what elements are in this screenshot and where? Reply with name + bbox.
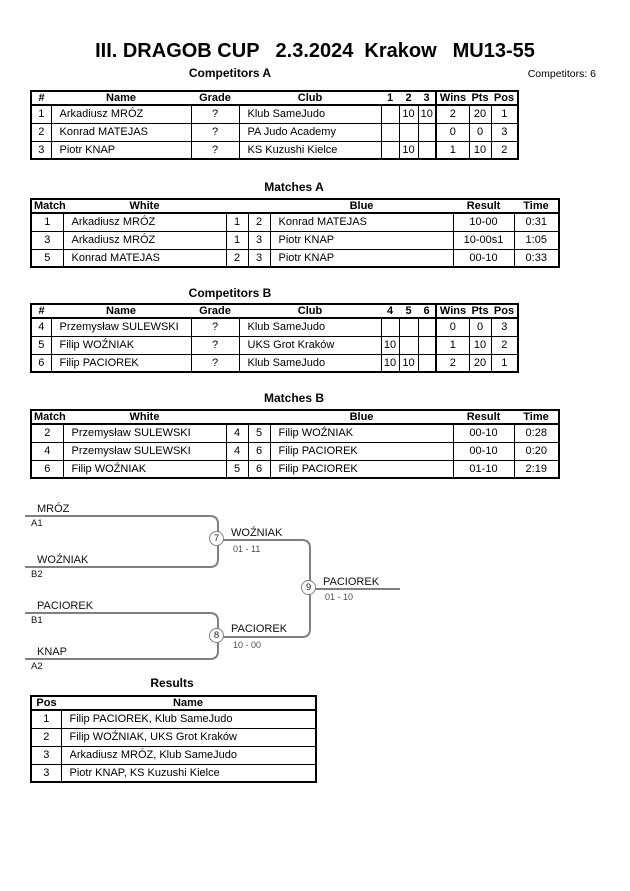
- bracket-entrant-seed: B1: [31, 615, 43, 626]
- cell: Przemysław SULEWSKI: [63, 442, 226, 460]
- competitors-b-table: [30, 303, 519, 373]
- table-row: [31, 336, 518, 354]
- cell: Przemysław SULEWSKI: [51, 318, 191, 336]
- cell: Arkadiusz MRÓZ, Klub SameJudo: [61, 746, 316, 764]
- cell: 0:20: [514, 442, 559, 460]
- cell: PA Judo Academy: [239, 123, 381, 141]
- bracket-match-number: 7: [209, 531, 224, 546]
- header-cell: Time: [514, 410, 559, 424]
- cell: ?: [191, 123, 239, 141]
- page-title: [0, 40, 630, 63]
- header-cell: White: [63, 410, 226, 424]
- cell: 1: [31, 213, 63, 231]
- header-cell: 1: [381, 91, 399, 105]
- header-cell: [226, 410, 248, 424]
- header-cell: Pos: [491, 304, 518, 318]
- cell: 0: [469, 318, 491, 336]
- cell: Przemysław SULEWSKI: [63, 424, 226, 442]
- cell: KS Kuzushi Kielce: [239, 141, 381, 159]
- cell: [381, 141, 399, 159]
- bracket-match-score: 01 - 10: [325, 592, 354, 602]
- cell: 0:31: [514, 213, 559, 231]
- cell: ?: [191, 318, 239, 336]
- header-cell: Grade: [191, 91, 239, 105]
- matches-a-table: [30, 198, 560, 268]
- cell: 2: [31, 728, 61, 746]
- cell: 0: [436, 123, 469, 141]
- cell: [418, 354, 436, 372]
- competitors-a-table: [30, 90, 519, 160]
- cell: UKS Grot Kraków: [239, 336, 381, 354]
- cell: ?: [191, 141, 239, 159]
- matches-b-table: [30, 409, 560, 479]
- header-cell: Blue: [270, 410, 453, 424]
- cell: 0:28: [514, 424, 559, 442]
- header-cell: Pts: [469, 91, 491, 105]
- cell: Filip WOŹNIAK: [63, 460, 226, 478]
- cell: 1: [226, 213, 248, 231]
- cell: Filip WOŹNIAK, UKS Grot Kraków: [61, 728, 316, 746]
- table-row: [31, 354, 518, 372]
- header-cell: 5: [399, 304, 418, 318]
- cell: 5: [31, 336, 51, 354]
- bracket-entrant-name: PACIOREK: [37, 600, 94, 612]
- cell: Filip PACIOREK: [270, 442, 453, 460]
- table-row: [31, 141, 518, 159]
- bracket-line-paciorek: [25, 613, 218, 637]
- header-cell: Pts: [469, 304, 491, 318]
- header-cell: Result: [453, 199, 514, 213]
- cell: 5: [31, 249, 63, 267]
- cell: 6: [248, 460, 270, 478]
- cell: Filip WOŹNIAK: [270, 424, 453, 442]
- bracket-winner-name: WOŹNIAK: [231, 527, 283, 539]
- bracket-match-number: 8: [209, 628, 224, 643]
- title-city: Krakow: [364, 40, 437, 62]
- title-category: MU13-55: [452, 40, 535, 62]
- results-heading: Results: [150, 676, 194, 690]
- header-cell: 6: [418, 304, 436, 318]
- cell: Filip PACIOREK: [51, 354, 191, 372]
- header-cell: [226, 199, 248, 213]
- cell: Arkadiusz MRÓZ: [63, 231, 226, 249]
- header-cell: [248, 199, 270, 213]
- cell: 5: [248, 424, 270, 442]
- header-cell: Pos: [31, 696, 61, 710]
- table-row: [31, 728, 316, 746]
- cell: 10: [381, 336, 399, 354]
- cell: 6: [248, 442, 270, 460]
- cell: 10: [399, 141, 418, 159]
- table-row: [31, 231, 559, 249]
- bracket-entrant-seed: B2: [31, 569, 43, 580]
- cell: 2: [491, 336, 518, 354]
- bracket-entrant-seed: A2: [31, 661, 43, 672]
- cell: [381, 318, 399, 336]
- header-cell: 4: [381, 304, 399, 318]
- cell: 01-10: [453, 460, 514, 478]
- cell: Piotr KNAP, KS Kuzushi Kielce: [61, 764, 316, 782]
- header-cell: Wins: [436, 91, 469, 105]
- bracket-winner-name: PACIOREK: [323, 576, 380, 588]
- table-row: [31, 318, 518, 336]
- cell: 2: [226, 249, 248, 267]
- results-table: [30, 695, 317, 783]
- bracket-entrant-seed: A1: [31, 518, 43, 529]
- cell: Filip WOŹNIAK: [51, 336, 191, 354]
- cell: ?: [191, 336, 239, 354]
- cell: [399, 318, 418, 336]
- table-row: [31, 764, 316, 782]
- bracket-line-semifinal1-winner: [218, 540, 310, 589]
- cell: 1: [31, 710, 61, 728]
- cell: 2: [491, 141, 518, 159]
- header-cell: Match: [31, 199, 63, 213]
- cell: 2: [31, 424, 63, 442]
- cell: Arkadiusz MRÓZ: [63, 213, 226, 231]
- header-row: [31, 91, 518, 105]
- cell: 3: [31, 141, 51, 159]
- cell: 1: [436, 141, 469, 159]
- header-cell: Time: [514, 199, 559, 213]
- cell: 6: [31, 354, 51, 372]
- header-cell: White: [63, 199, 226, 213]
- cell: 3: [491, 318, 518, 336]
- header-cell: [248, 410, 270, 424]
- header-cell: Result: [453, 410, 514, 424]
- cell: 2:19: [514, 460, 559, 478]
- header-cell: Club: [239, 91, 381, 105]
- cell: 1: [436, 336, 469, 354]
- header-cell: Match: [31, 410, 63, 424]
- header-cell: Name: [51, 304, 191, 318]
- cell: 10: [418, 105, 436, 123]
- cell: Klub SameJudo: [239, 354, 381, 372]
- bracket-match-score: 01 - 11: [233, 544, 261, 554]
- cell: Konrad MATEJAS: [63, 249, 226, 267]
- table-row: [31, 710, 316, 728]
- cell: Piotr KNAP: [270, 249, 453, 267]
- cell: 0:33: [514, 249, 559, 267]
- cell: 10: [469, 336, 491, 354]
- title-event: III. DRAGOB CUP: [95, 40, 260, 62]
- cell: Piotr KNAP: [270, 231, 453, 249]
- cell: 4: [226, 442, 248, 460]
- cell: Filip PACIOREK: [270, 460, 453, 478]
- cell: 10-00s1: [453, 231, 514, 249]
- table-row: [31, 460, 559, 478]
- competitors-a-heading: Competitors A: [188, 66, 272, 80]
- header-cell: Wins: [436, 304, 469, 318]
- cell: 10: [381, 354, 399, 372]
- cell: 3: [31, 764, 61, 782]
- competitors-b-heading: Competitors B: [188, 286, 272, 300]
- cell: 3: [491, 123, 518, 141]
- cell: 5: [226, 460, 248, 478]
- header-cell: #: [31, 91, 51, 105]
- cell: 00-10: [453, 249, 514, 267]
- table-row: [31, 249, 559, 267]
- cell: 4: [31, 318, 51, 336]
- table-row: [31, 105, 518, 123]
- competitors-count-label: Competitors: 6: [527, 68, 596, 80]
- cell: ?: [191, 354, 239, 372]
- cell: 1:05: [514, 231, 559, 249]
- table-row: [31, 746, 316, 764]
- cell: [399, 336, 418, 354]
- cell: 3: [248, 249, 270, 267]
- table-row: [31, 213, 559, 231]
- header-cell: Pos: [491, 91, 518, 105]
- cell: [418, 336, 436, 354]
- cell: 2: [248, 213, 270, 231]
- header-cell: #: [31, 304, 51, 318]
- cell: 3: [248, 231, 270, 249]
- cell: [381, 123, 399, 141]
- header-cell: Name: [51, 91, 191, 105]
- cell: 1: [491, 105, 518, 123]
- header-cell: Blue: [270, 199, 453, 213]
- cell: 1: [491, 354, 518, 372]
- cell: Filip PACIOREK, Klub SameJudo: [61, 710, 316, 728]
- header-row: [31, 199, 559, 213]
- table-row: [31, 442, 559, 460]
- cell: [418, 318, 436, 336]
- cell: 10: [469, 141, 491, 159]
- matches-a-heading: Matches A: [264, 180, 324, 194]
- cell: 0: [436, 318, 469, 336]
- bracket-entrant-name: WOŹNIAK: [37, 554, 89, 566]
- cell: 0: [469, 123, 491, 141]
- header-cell: 3: [418, 91, 436, 105]
- cell: [399, 123, 418, 141]
- cell: [418, 123, 436, 141]
- bracket-match-number: 9: [301, 580, 316, 595]
- cell: 4: [226, 424, 248, 442]
- header-row: [31, 696, 316, 710]
- bracket-winner-name: PACIOREK: [231, 623, 288, 635]
- header-cell: 2: [399, 91, 418, 105]
- cell: [418, 141, 436, 159]
- cell: 2: [436, 105, 469, 123]
- bracket-match-score: 10 - 00: [233, 640, 262, 650]
- cell: 20: [469, 105, 491, 123]
- title-date: 2.3.2024: [275, 40, 354, 62]
- header-cell: Grade: [191, 304, 239, 318]
- cell: 4: [31, 442, 63, 460]
- cell: 1: [31, 105, 51, 123]
- cell: 10: [399, 354, 418, 372]
- cell: 2: [31, 123, 51, 141]
- cell: 00-10: [453, 442, 514, 460]
- bracket-line-mroz: [25, 516, 218, 540]
- cell: 00-10: [453, 424, 514, 442]
- cell: ?: [191, 105, 239, 123]
- cell: Klub SameJudo: [239, 318, 381, 336]
- header-row: [31, 304, 518, 318]
- header-cell: Club: [239, 304, 381, 318]
- table-row: [31, 123, 518, 141]
- header-row: [31, 410, 559, 424]
- matches-b-heading: Matches B: [263, 391, 325, 405]
- cell: 20: [469, 354, 491, 372]
- table-row: [31, 424, 559, 442]
- cell: Konrad MATEJAS: [51, 123, 191, 141]
- bracket-entrant-name: KNAP: [37, 646, 67, 658]
- cell: 2: [436, 354, 469, 372]
- cell: 1: [226, 231, 248, 249]
- cell: 6: [31, 460, 63, 478]
- cell: [381, 105, 399, 123]
- cell: 10-00: [453, 213, 514, 231]
- cell: Konrad MATEJAS: [270, 213, 453, 231]
- cell: Piotr KNAP: [51, 141, 191, 159]
- cell: 10: [399, 105, 418, 123]
- cell: 3: [31, 231, 63, 249]
- cell: Klub SameJudo: [239, 105, 381, 123]
- cell: Arkadiusz MRÓZ: [51, 105, 191, 123]
- bracket-entrant-name: MRÓZ: [37, 503, 70, 515]
- cell: 3: [31, 746, 61, 764]
- header-cell: Name: [61, 696, 316, 710]
